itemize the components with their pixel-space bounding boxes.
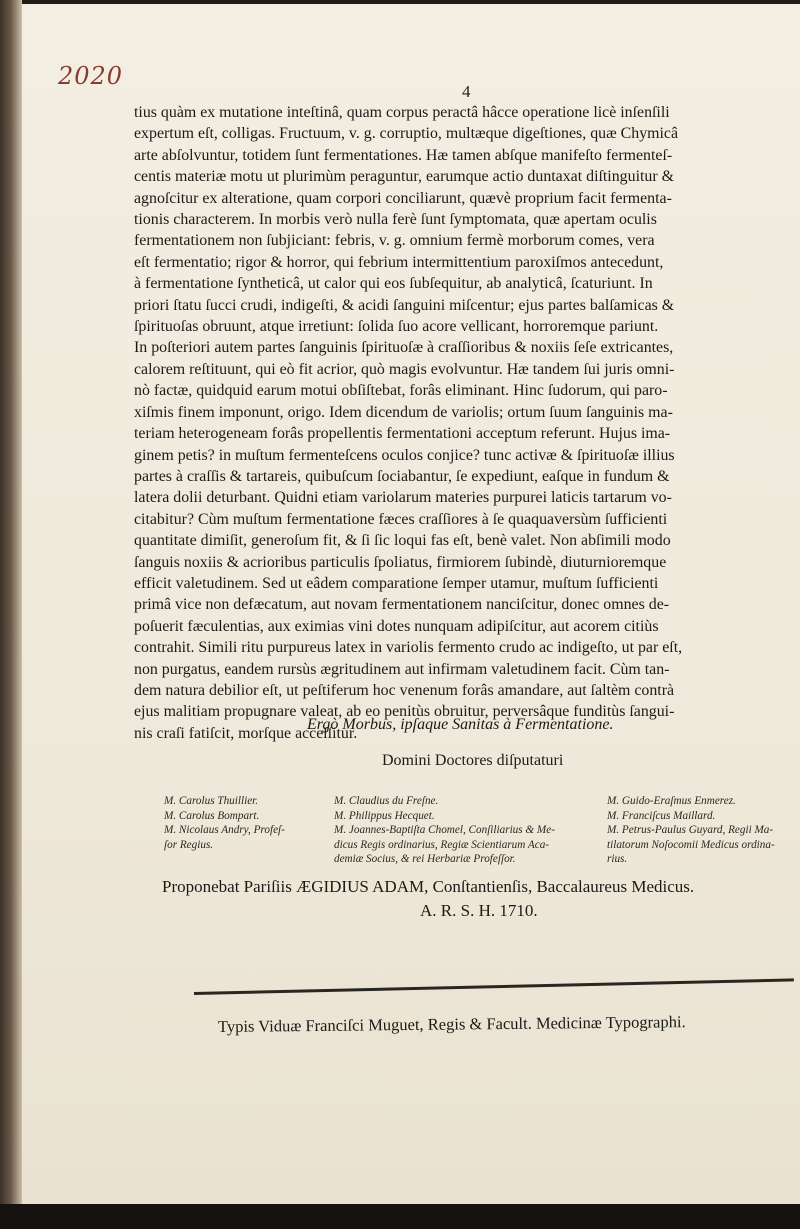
body-line: fermentationem non ſubjiciant: febris, v. g. omnium fermè morborum comes, vera bbox=[134, 232, 655, 250]
body-line: quantitate dimiſit, generoſum fit, & ſi ſic loqui fas eſt, benè valet. Non abſimili modo bbox=[134, 532, 671, 550]
body-line: calorem reſtituunt, qui eò fit acrior, quò magis evolvuntur. Hæ tandem ſui juris omni- bbox=[134, 360, 675, 378]
doctor-entry: tilatorum Noſocomii Medicus ordina- bbox=[607, 838, 775, 851]
body-line: ejus malitiam propugnare valeat, ab eo penitùs obruitur, perversâque funditùs ſangui- bbox=[134, 703, 675, 721]
body-line: ſanguis noxiis & acrioribus particulis ſpoliatus, firmiorem ſubindè, diuturnioremque bbox=[134, 553, 667, 571]
scan-edge bbox=[0, 1204, 800, 1229]
manuscript-number: 2020 bbox=[58, 62, 124, 90]
body-line: centis materiæ motu ut plurimùm peraguntur, earumque actio duntaxat diſtinguitur & bbox=[134, 168, 674, 186]
body-line: poſuerit fæculentias, aux eximias vini dotes nunquam adipiſcitur, aut acorem citiùs bbox=[134, 617, 659, 635]
body-line: dem natura debilior eſt, ut peſtiferum hoc venenum forâs amandare, aut ſaltèm contrà bbox=[134, 681, 675, 699]
conclusion-line: Ergò Morbus, ipſaque Sanitas à Fermentatione. bbox=[307, 716, 614, 733]
doctor-entry: M. Franciſcus Maillard. bbox=[607, 809, 716, 822]
body-line: tius quàm ex mutatione inteſtinâ, quam corpus peractâ hâcce operatione licè inſenſili bbox=[134, 104, 670, 121]
body-line: à fermentatione ſyntheticâ, ut calor qui eos ſubſequitur, ab analyticâ, ſcaturiunt. In bbox=[134, 275, 653, 293]
doctor-entry: M. Carolus Bompart. bbox=[164, 809, 260, 822]
body-line: primâ vice non defæcatum, aut novam fermentationem nanciſcitur, donec omnes de- bbox=[134, 596, 670, 614]
body-line: In poſteriori autem partes ſanguinis ſpirituoſæ à craſſioribus & noxiis ſeſe extricantes, bbox=[134, 339, 674, 357]
doctor-entry: M. Petrus-Paulus Guyard, Regii Ma- bbox=[607, 824, 774, 837]
body-line: teriam heterogeneam forâs propellentis fermentationi acceptum referunt. Hujus ima- bbox=[134, 425, 671, 443]
body-line: nis craſi fatiſcit, morſque acceſſitur. bbox=[134, 724, 358, 742]
doctor-entry: M. Guido-Eraſmus Enmerez. bbox=[607, 795, 736, 807]
doctors-heading: Domini Doctores diſputaturi bbox=[382, 752, 564, 769]
doctor-entry: ſor Regius. bbox=[164, 838, 214, 851]
doctor-entry: demiæ Socius, & rei Herbariæ Profeſſor. bbox=[334, 853, 516, 866]
doctor-entry: rius. bbox=[607, 853, 628, 866]
body-line: arte abſolvuntur, totidem ſunt fermentationes. Hæ tamen abſque manifeſto fermenteſ- bbox=[134, 146, 673, 164]
doctor-entry: M. Claudius du Freſne. bbox=[334, 795, 439, 807]
doctors-column-3 bbox=[607, 794, 800, 867]
body-text bbox=[134, 102, 800, 744]
printer-imprint: Typis Viduæ Franciſci Muguet, Regis & Facult. Medicinæ Typographi. bbox=[217, 1012, 686, 1036]
doctor-entry: M. Nicolaus Andry, Profeſ- bbox=[164, 824, 285, 837]
body-line: contrahit. Simili ritu purpureus latex in variolis fermento crudo ac indigeſto, ut par eſt, bbox=[134, 639, 683, 657]
book-binding bbox=[0, 0, 22, 1229]
doctors-column-2 bbox=[334, 794, 604, 867]
doctor-entry: M. Carolus Thuillier. bbox=[164, 795, 259, 807]
horizontal-rule bbox=[194, 978, 794, 995]
doctor-entry: M. Philippus Hecquet. bbox=[334, 809, 435, 822]
body-line: eſt fermentatio; rigor & horror, qui febrium intermittentium paroxiſmos antecedunt, bbox=[134, 253, 664, 271]
body-line: ginem petis? in muſtum fermenteſcens oculos conjice? tunc activæ & ſpirituoſæ illius bbox=[134, 446, 675, 464]
body-line: non purgatus, eandem rursùs ægritudinem aut infirmam valetudinem facit. Cùm tan- bbox=[134, 660, 670, 678]
body-line: tionis characterem. In morbis verò nulla ferè ſunt ſymptomata, quæ apertam oculis bbox=[134, 211, 657, 229]
body-line: ſpirituoſas obruunt, atque irretiunt: ſolida ſuo acore vellicant, horroremque pariunt. bbox=[134, 318, 659, 336]
body-line: latera dolii deturbant. Quidni etiam variolarum materies purpurei laticis tartarum vo- bbox=[134, 489, 672, 507]
page-number: 4 bbox=[462, 82, 471, 101]
body-line: xiſmis finem imponunt, origo. Idem dicendum de variolis; ortum ſuum ſanguinis ma- bbox=[134, 403, 673, 421]
doctor-entry: dicus Regis ordinarius, Regiæ Scientiarum Aca- bbox=[334, 838, 550, 851]
body-line: efficit valetudinem. Sed ut eâdem comparatione ſemper utamur, muſtum ſufficienti bbox=[134, 574, 659, 592]
body-line: nò factæ, quidquid earum motui obſiſtebat, forâs eliminant. Hinc ſudorum, qui paro- bbox=[134, 382, 668, 400]
year-line: A. R. S. H. 1710. bbox=[420, 901, 538, 920]
body-line: expertum eſt, colligas. Fructuum, v. g. corruptio, multæque digeſtiones, quæ Chymicâ bbox=[134, 125, 679, 143]
body-line: priori ſtatu ſucci crudi, indigeſti, & acidi ſanguini miſcentur; ejus partes balſamicas & bbox=[134, 296, 675, 314]
document-page bbox=[22, 4, 800, 1204]
body-line: citabitur? Cùm muſtum fermentatione fæces craſſiores à ſe quaquaversùm ſufficienti bbox=[134, 510, 668, 528]
body-line: agnoſcitur ex alteratione, quam corpori conciliarunt, quævè proprium facit fermenta- bbox=[134, 189, 672, 207]
proponebat-line: Proponebat Pariſiis ÆGIDIUS ADAM, Conſtantienſis, Baccalaureus Medicus. bbox=[162, 877, 695, 896]
body-line: partes à craſſis & tartareis, quibuſcum ſociabantur, ſe expediunt, eaſque in fundum & bbox=[134, 467, 670, 485]
doctors-column-1 bbox=[164, 794, 314, 852]
doctor-entry: M. Joannes-Baptiſta Chomel, Conſiliarius & Me- bbox=[334, 824, 555, 837]
